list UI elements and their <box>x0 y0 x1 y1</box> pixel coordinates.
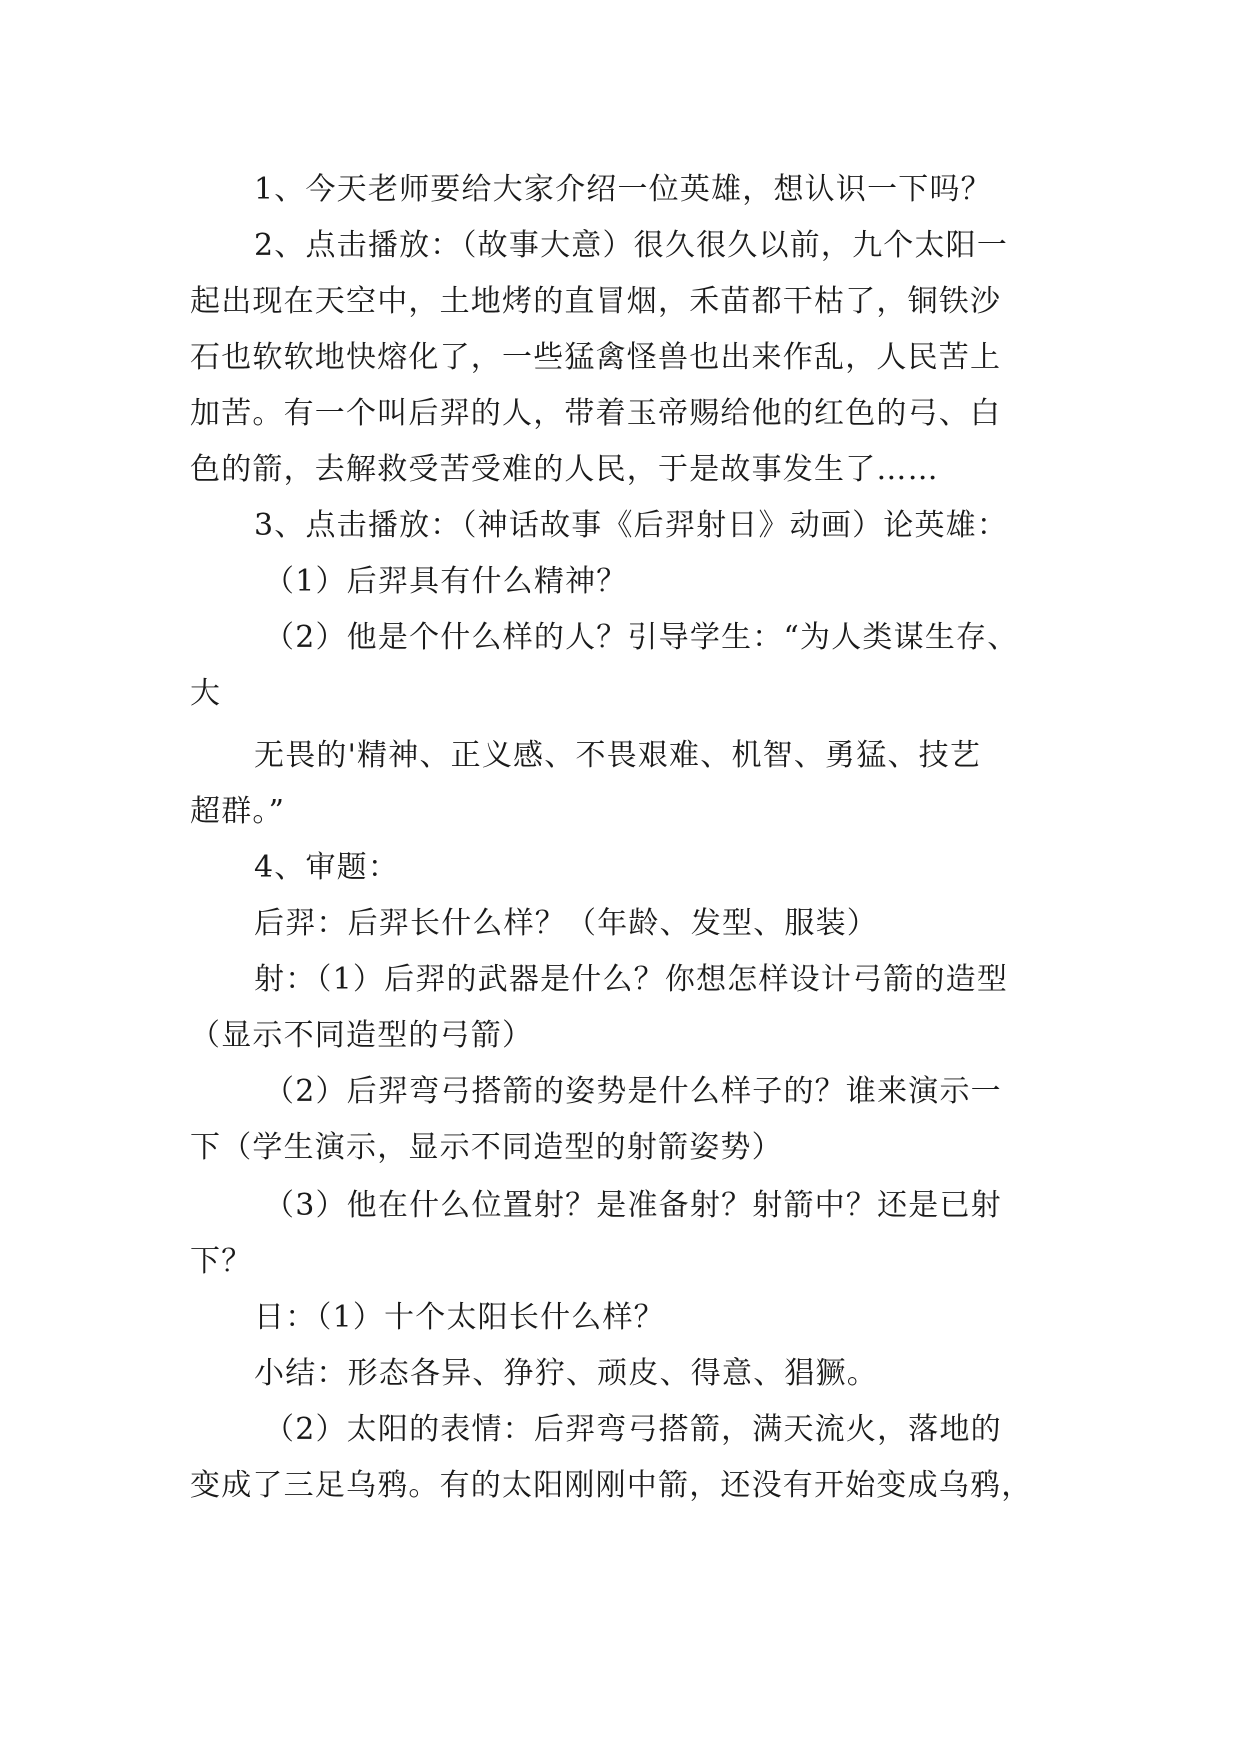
paragraph-line: （1）后羿具有什么精神？ <box>264 564 628 599</box>
paragraph-line: 小结：形态各异、狰狞、顽皮、得意、猖獗。 <box>254 1356 878 1391</box>
paragraph-line: （2）太阳的表情：后羿弯弓搭箭，满天流火，落地的 <box>264 1412 1002 1447</box>
paragraph-line: 后羿：后羿长什么样？（年龄、发型、服装） <box>254 906 878 941</box>
paragraph-line: 加苦。有一个叫后羿的人，带着玉帝赐给他的红色的弓、白 <box>190 396 1002 431</box>
paragraph-line: 下（学生演示，显示不同造型的射箭姿势） <box>190 1130 783 1165</box>
paragraph-line: 石也软软地快熔化了，一些猛禽怪兽也出来作乱，人民苦上 <box>190 340 1002 375</box>
paragraph-line: 起出现在天空中，土地烤的直冒烟，禾苗都干枯了，铜铁沙 <box>190 284 1002 319</box>
paragraph-line: （2）后羿弯弓搭箭的姿势是什么样子的？谁来演示一 <box>264 1074 1002 1109</box>
paragraph-line: 3、点击播放：（神话故事《后羿射日》动画）论英雄： <box>254 508 1009 543</box>
paragraph-line: 4、审题： <box>254 850 400 885</box>
paragraph-line: 变成了三足乌鸦。有的太阳刚刚中箭，还没有开始变成乌鸦， <box>190 1468 1033 1503</box>
paragraph-line: （显示不同造型的弓箭） <box>190 1018 534 1053</box>
paragraph-line: 1、今天老师要给大家介绍一位英雄，想认识一下吗？ <box>254 172 992 207</box>
paragraph-line: 无畏的'精神、正义感、不畏艰难、机智、勇猛、技艺 <box>254 738 982 773</box>
paragraph-line: 大 <box>190 676 222 711</box>
paragraph-line: （3）他在什么位置射？是准备射？射箭中？还是已射 <box>264 1188 1002 1223</box>
paragraph-line: 色的箭，去解救受苦受难的人民，于是故事发生了…… <box>190 452 939 487</box>
paragraph-line: 日：（1）十个太阳长什么样？ <box>254 1300 665 1335</box>
paragraph-line: （2）他是个什么样的人？引导学生：“为人类谋生存、 <box>264 620 1019 655</box>
paragraph-line: 下？ <box>190 1244 253 1279</box>
paragraph-line: 射：（1）后羿的武器是什么？你想怎样设计弓箭的造型 <box>254 962 1009 997</box>
paragraph-line: 超群。” <box>190 794 286 829</box>
paragraph-line: 2、点击播放：（故事大意）很久很久以前，九个太阳一 <box>254 228 1009 263</box>
